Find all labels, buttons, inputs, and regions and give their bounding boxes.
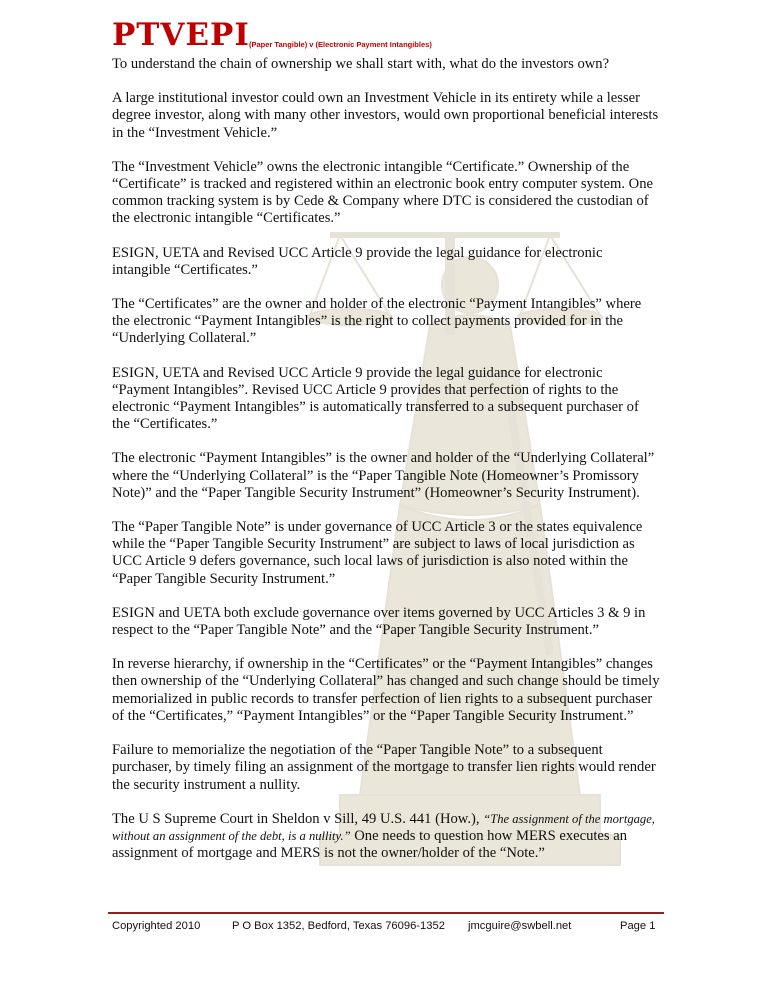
brand-subtitle: (Paper Tangible) v (Electronic Payment Intangibles)	[249, 40, 432, 49]
paragraph-1: To understand the chain of ownership we shall start with, what do the investors own?	[112, 56, 610, 72]
paragraph-7: The electronic “Payment Intangibles” is the owner and holder of the “Underlying Collateral” where the “Underlying Collateral” is the “Paper Tangible Note (Homeowner’s Promissory Note)” and the “Paper Tangible Security Instrument” (Homeowner’s Security Instrument).	[112, 450, 655, 501]
document-body	[112, 56, 660, 862]
paragraph-9: ESIGN and UETA both exclude governance over items governed by UCC Articles 3 & 9 in respect to the “Paper Tangible Note” and the “Paper Tangible Security Instrument.”	[112, 604, 646, 639]
paragraph-12	[112, 811, 660, 863]
footer-copyright: Copyrighted 2010	[112, 920, 201, 932]
footer-email[interactable]: jmcguire@swbell.net	[468, 920, 572, 932]
paragraph-5: The “Certificates” are the owner and holder of the electronic “Payment Intangibles” where the electronic “Payment Intangibles” is the right to collect payments provided for in the “Underlying Collateral.”	[112, 296, 642, 347]
page-footer	[112, 920, 660, 936]
paragraph-12-quote: “The assignment of the mortgage, without an assignment of the debt, is a nullity.”	[112, 811, 655, 843]
footer-page-number: Page 1	[620, 920, 656, 932]
paragraph-3: The “Investment Vehicle” owns the electronic intangible “Certificate.” Ownership of the “Certificate” is tracked and registered within an electronic book entry computer system. One common tracking system is by Cede & Company where DTC is considered the custodian of the electronic intangible “Certificates.”	[112, 158, 653, 227]
page-header	[112, 14, 712, 52]
paragraph-12-start: The U S Supreme Court in Sheldon v Sill, 49 U.S. 441 (How.),	[112, 810, 484, 827]
paragraph-4: ESIGN, UETA and Revised UCC Article 9 provide the legal guidance for electronic intangible “Certificates.”	[112, 244, 603, 278]
paragraph-12-end: One needs to question how MERS executes an assignment of mortgage and MERS is not the owner/holder of the “Note.”	[112, 827, 628, 862]
paragraph-11: Failure to memorialize the negotiation of the “Paper Tangible Note” to a subsequent purchaser, by timely filing an assignment of the mortgage to transfer lien rights would render the security instrument a nullity.	[112, 742, 656, 793]
paragraph-2: A large institutional investor could own an Investment Vehicle in its entirety while a lesser degree investor, along with many other investors, would own proportional beneficial interests in the “Investment Vehicle.”	[112, 90, 659, 141]
paragraph-6: ESIGN, UETA and Revised UCC Article 9 provide the legal guidance for electronic “Payment Intangibles”. Revised UCC Article 9 provides that perfection of rights to the electronic “Payment Intangibles” is automatically transferred to a subsequent purchaser of the “Certificates.”	[112, 364, 639, 433]
brand-title: PTVEPI	[112, 17, 250, 53]
paragraph-10: In reverse hierarchy, if ownership in the “Certificates” or the “Payment Intangibles” changes then ownership of the “Underlying Collateral” has changed and such change should be timely memorialized in public records to transfer perfection of lien rights to a subsequent purchaser of the “Certificates,” “Payment Intangibles” or the “Paper Tangible Security Instrument.”	[112, 656, 660, 724]
footer-address: P O Box 1352, Bedford, Texas 76096-1352	[232, 920, 445, 932]
paragraph-8: The “Paper Tangible Note” is under governance of UCC Article 3 or the states equivalence while the “Paper Tangible Security Instrument” are subject to laws of local jurisdiction as UCC Article 9 defers governance, such local laws of jurisdiction is also noted within the “Paper Tangible Security Instrument.”	[112, 519, 643, 587]
footer-divider	[108, 912, 664, 914]
